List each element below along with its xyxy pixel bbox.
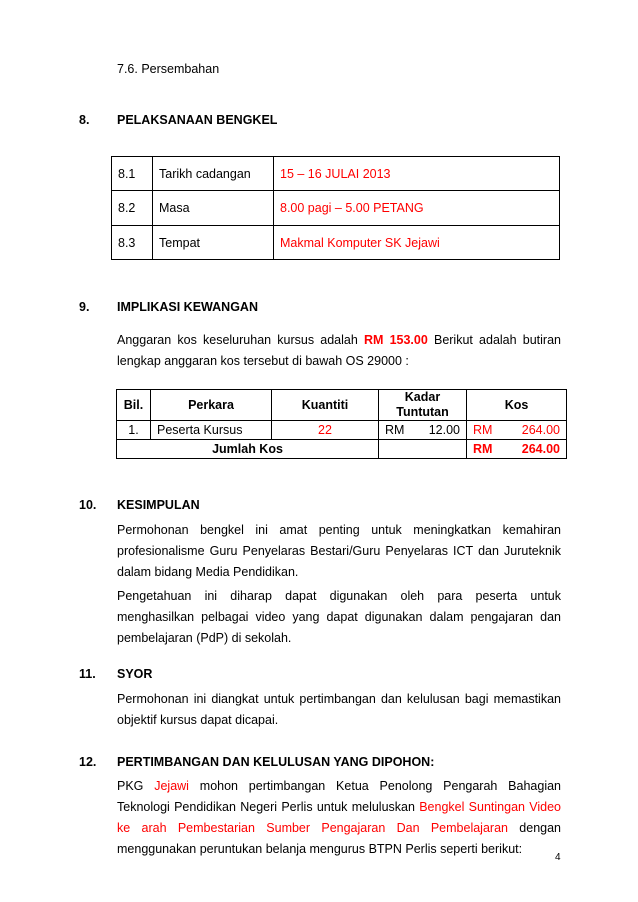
section-10-title: KESIMPULAN <box>117 498 200 512</box>
header-bil: Bil. <box>117 390 151 421</box>
cell-kadar-currency: RM <box>379 421 418 440</box>
cell-bil: 1. <box>117 421 151 440</box>
approval-paragraph <box>117 776 561 860</box>
cell-kadar-value: 12.00 <box>418 421 467 440</box>
cell-kuantiti: 22 <box>272 421 379 440</box>
section-11-title: SYOR <box>117 667 153 681</box>
row-label: Masa <box>153 191 274 226</box>
workshop-venue: Makmal Komputer SK Jejawi <box>274 226 560 260</box>
course-name: Bengkel Suntingan Video ke arah Pembestarian Sumber Pengajaran Dan Pembelajaran <box>117 800 561 835</box>
conclusion-paragraph-1: Permohonan bengkel ini amat penting untuk meningkatkan kemahiran profesionalisme Guru Penyelaras Bestari/Guru Penyelaras ICT dan Juruteknik dalam bidang Media Pendidikan. <box>117 523 561 579</box>
cost-text-before: Anggaran kos keseluruhan kursus adalah <box>117 333 364 347</box>
total-kadar-empty <box>379 440 467 459</box>
row-label: Tarikh cadangan <box>153 157 274 191</box>
table-total-row <box>117 440 567 459</box>
page-number: 4 <box>555 852 561 863</box>
section-8-title: PELAKSANAAN BENGKEL <box>117 113 278 127</box>
row-number: 8.2 <box>112 191 153 226</box>
row-label: Tempat <box>153 226 274 260</box>
conclusion-paragraph-2: Pengetahuan ini diharap dapat digunakan oleh para peserta untuk menghasilkan pelbagai video yang dapat digunakan dalam pengajaran dan pembelajaran (PdP) di sekolah. <box>117 589 561 645</box>
table-header-row <box>117 390 567 421</box>
approval-text-b: mohon pertimbangan Ketua Penolong Pengarah Bahagian Teknologi Pendidikan Negeri Perlis untuk meluluskan <box>117 779 562 814</box>
header-perkara: Perkara <box>151 390 272 421</box>
table-row <box>117 421 567 440</box>
section-12-number: 12. <box>79 755 97 769</box>
cost-text-after: Berikut adalah butiran lengkap anggaran kos tersebut di bawah OS 29000 : <box>117 333 561 368</box>
recommendation-paragraph: Permohonan ini diangkat untuk pertimbangan dan kelulusan bagi memastikan objektif kursus dapat dicapai. <box>117 692 561 727</box>
cost-paragraph <box>117 330 561 372</box>
table-row <box>112 191 560 226</box>
section-11-number: 11. <box>79 667 96 681</box>
section-10-number: 10. <box>79 498 97 512</box>
header-kadar-tuntutan: Kadar Tuntutan <box>379 390 467 421</box>
item-7-6: 7.6. Persembahan <box>117 62 220 76</box>
cell-perkara: Peserta Kursus <box>151 421 272 440</box>
approval-text-a: PKG <box>117 779 155 793</box>
table-row <box>112 226 560 260</box>
section-12-title: PERTIMBANGAN DAN KELULUSAN YANG DIPOHON: <box>117 755 435 769</box>
section-9-title: IMPLIKASI KEWANGAN <box>117 300 258 314</box>
school-name: Jejawi <box>154 779 189 793</box>
total-currency: RM <box>467 440 510 459</box>
approval-text-c: dengan menggunakan peruntukan belanja mengurus BTPN Perlis seperti berikut: <box>117 821 562 856</box>
header-kuantiti: Kuantiti <box>272 390 379 421</box>
cost-table <box>116 389 567 459</box>
header-kos: Kos <box>467 390 567 421</box>
workshop-date: 15 – 16 JULAI 2013 <box>274 157 560 191</box>
row-number: 8.1 <box>112 157 153 191</box>
total-label: Jumlah Kos <box>117 440 379 459</box>
cell-kos-value: 264.00 <box>510 421 567 440</box>
table-row <box>112 157 560 191</box>
workshop-time: 8.00 pagi – 5.00 PETANG <box>274 191 560 226</box>
section-8-number: 8. <box>79 113 90 127</box>
total-value: 264.00 <box>510 440 567 459</box>
workshop-details-table <box>111 156 560 260</box>
cell-kos-currency: RM <box>467 421 510 440</box>
section-9-number: 9. <box>79 300 90 314</box>
row-number: 8.3 <box>112 226 153 260</box>
total-cost-amount: RM 153.00 <box>363 333 428 347</box>
